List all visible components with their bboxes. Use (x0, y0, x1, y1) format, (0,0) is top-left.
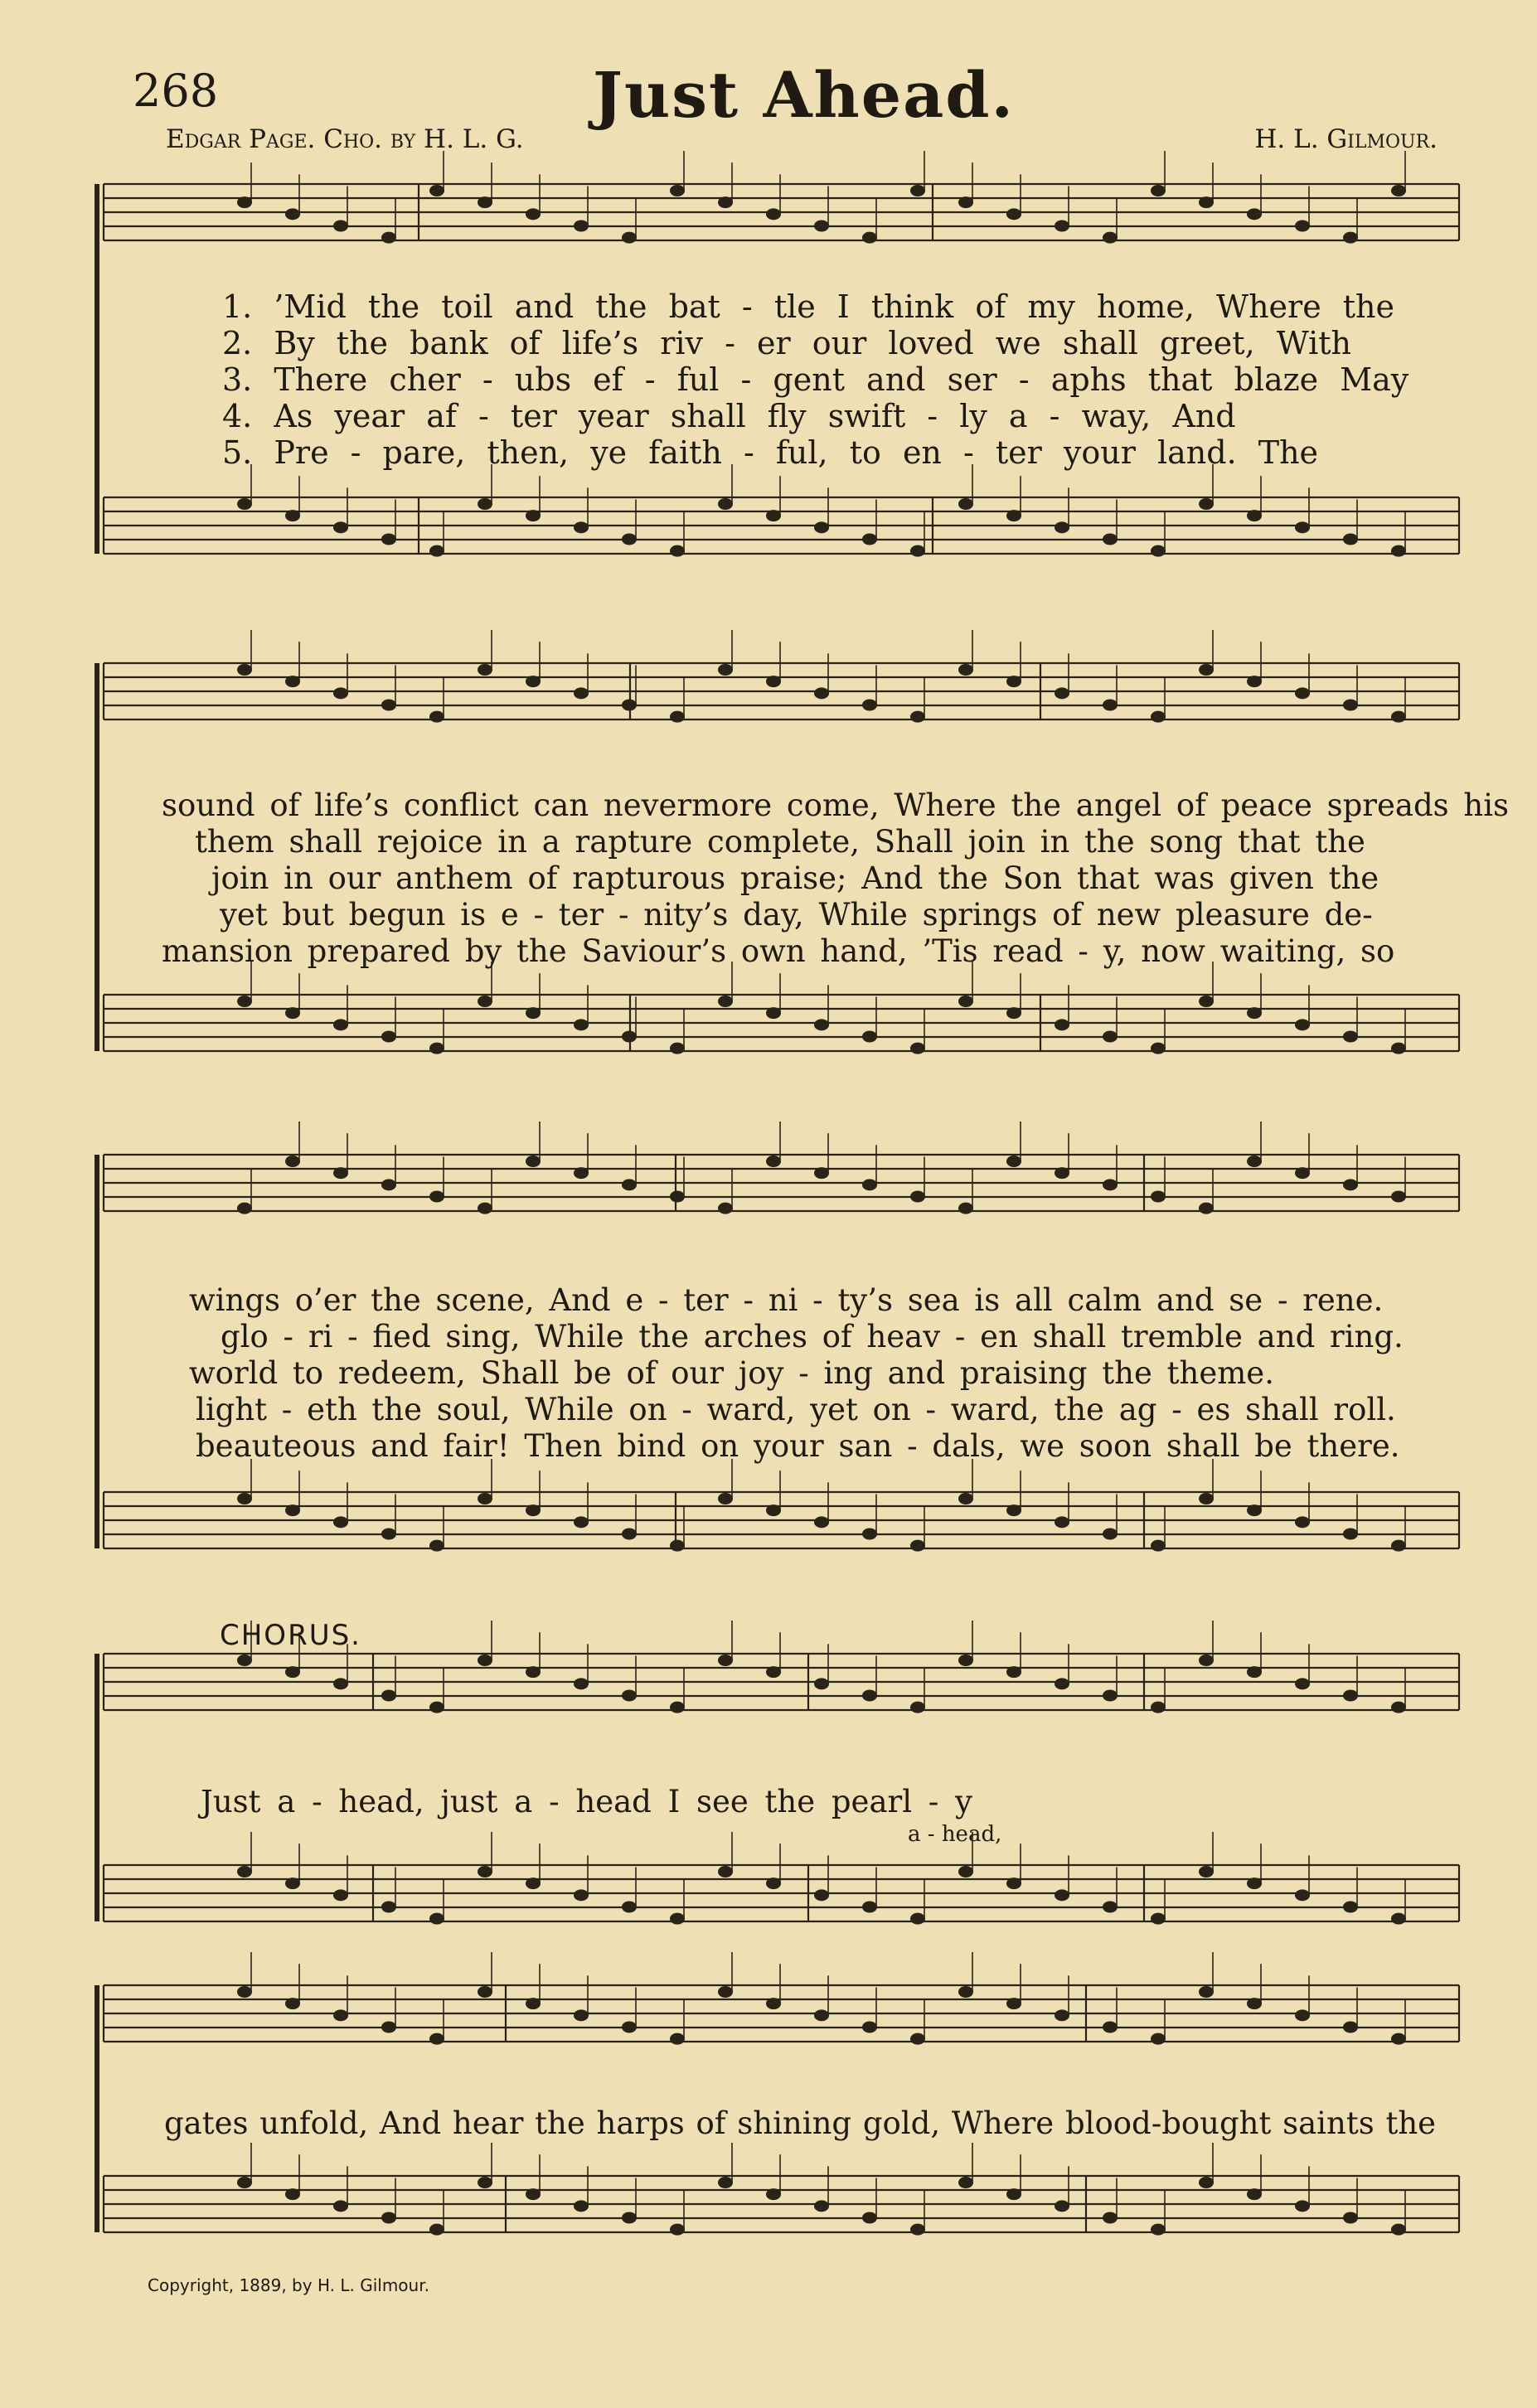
copyright-notice: Copyright, 1889, by H. L. Gilmour. (148, 2275, 429, 2295)
verse-3-line-1: 3. There cher - ubs ef - ful - gent and ser - aphs that blaze May (222, 361, 1409, 398)
verse-3-line-3: world to redeem, Shall be of our joy - ing and praising the theme. (189, 1355, 1274, 1391)
page-number: 268 (133, 65, 219, 117)
hymn-title: Just Ahead. (593, 58, 1015, 132)
verse-2-line-2: them shall rejoice in a rapture complete, Shall join in the song that the (195, 824, 1365, 860)
chorus-label: CHORUS. (220, 1619, 361, 1652)
verse-2-line-1: 2. By the bank of life’s riv - er our loved we shall greet, With (222, 325, 1352, 361)
chorus-line-2: gates unfold, And hear the harps of shining gold, Where blood-bought saints the (164, 2105, 1437, 2141)
chorus-line-1: Just a - head, just a - head I see the pearl - y (201, 1784, 972, 1819)
verse-1-line-2: sound of life’s conflict can nevermore come, Where the angel of peace spreads his (162, 787, 1510, 823)
verse-1-line-1: 1. ’Mid the toil and the bat - tle I think of my home, Where the (222, 288, 1394, 325)
chorus-bass-words: a - head, (908, 1822, 1002, 1847)
verse-1-line-3: wings o’er the scene, And e - ter - ni - ty’s sea is all calm and se - rene. (189, 1282, 1384, 1318)
verse-4-line-3: light - eth the soul, While on - ward, yet on - ward, the ag - es shall roll. (196, 1392, 1396, 1427)
verse-2-line-3: glo - ri - fied sing, While the arches of heav - en shall tremble and ring. (221, 1319, 1404, 1354)
verse-5-line-3: beauteous and fair! Then bind on your san - dals, we soon shall be there. (196, 1428, 1400, 1464)
composer-credit: H. L. Gilmour. (1254, 124, 1438, 154)
verse-4-line-2: yet but begun is e - ter - nity’s day, While springs of new pleasure de- (220, 897, 1373, 933)
verse-3-line-2: join in our anthem of rapturous praise; And the Son that was given the (211, 860, 1379, 896)
verse-5-line-1: 5. Pre - pare, then, ye faith - ful, to en - ter your land. The (222, 434, 1319, 471)
verse-4-line-1: 4. As year af - ter year shall fly swift - ly a - way, And (222, 398, 1236, 434)
lyricist-credit: Edgar Page. Cho. by H. L. G. (166, 124, 524, 154)
verse-5-line-2: mansion prepared by the Saviour’s own hand, ’Tis read - y, now waiting, so (162, 933, 1395, 969)
